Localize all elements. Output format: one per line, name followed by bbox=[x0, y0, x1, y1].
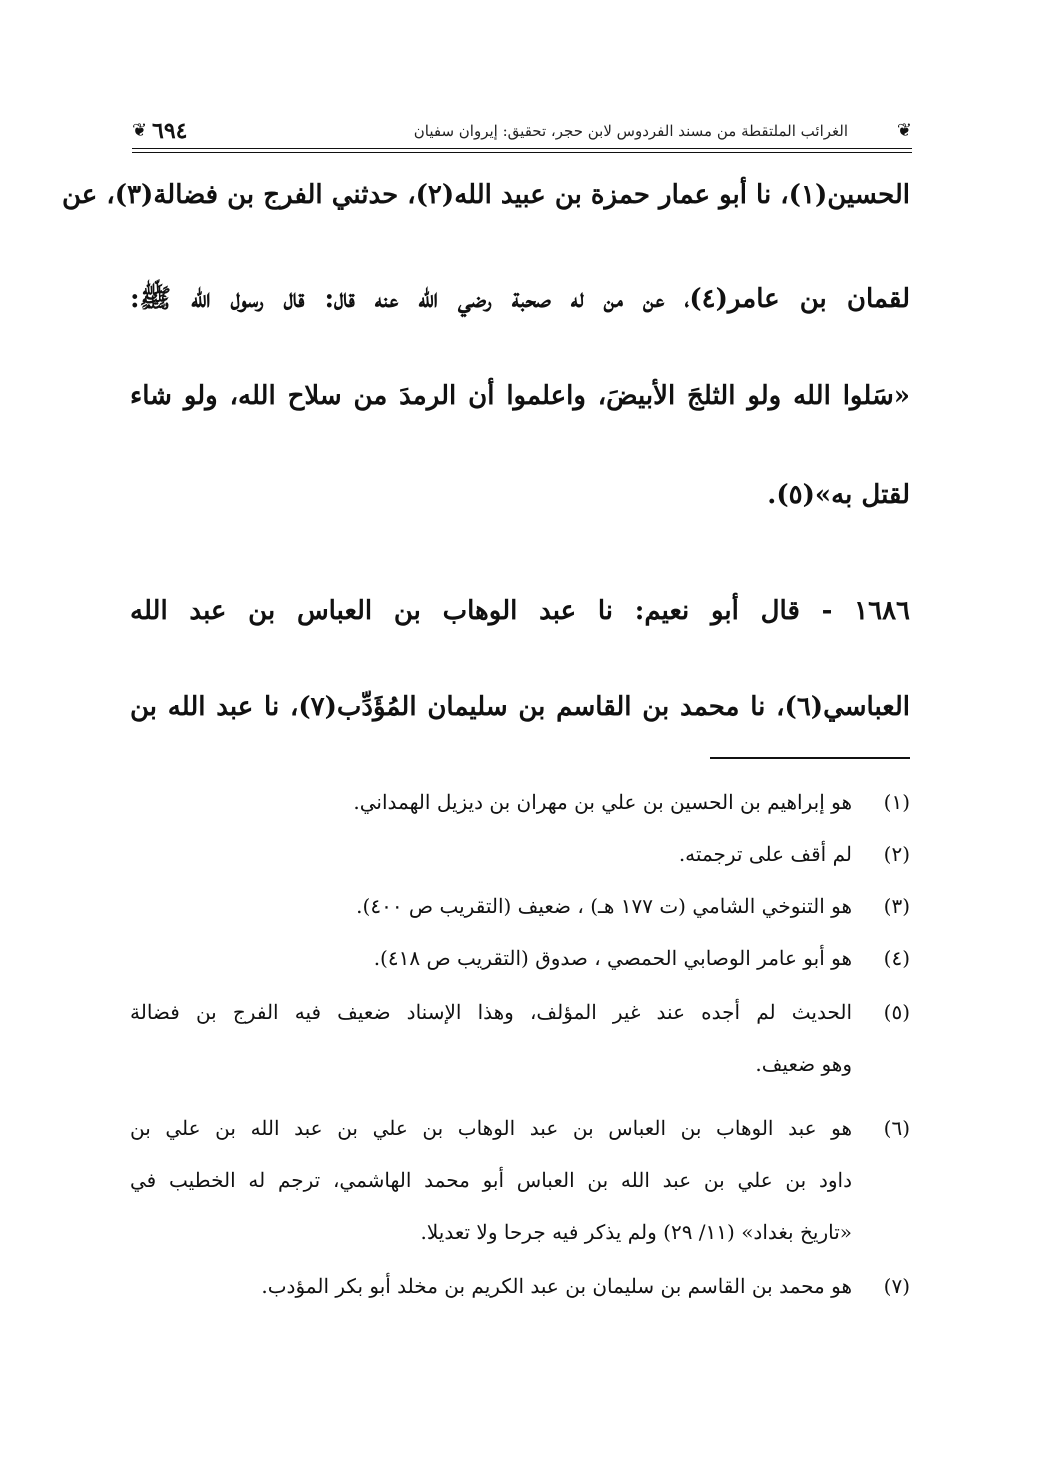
footnote-separator bbox=[710, 757, 910, 759]
footnote-number: (١) bbox=[883, 790, 910, 814]
footnote-number: (٧) bbox=[883, 1274, 910, 1298]
footnote-text: هو إبراهيم بن الحسين بن علي بن مهران بن ديزيل الهمداني. bbox=[353, 790, 852, 814]
body-line: الحسين(١)، نا أبو عمار حمزة بن عبيد الله(٢)، حدثني الفرج بن فضالة(٣)، عن bbox=[62, 180, 910, 210]
body-line: العباسي(٦)، نا محمد بن القاسم بن سليمان المُؤَدِّب(٧)، نا عبد الله بن bbox=[130, 692, 910, 722]
footnote-text: داود بن علي بن عبد الله بن العباس أبو محمد الهاشمي، ترجم له الخطيب في bbox=[130, 1168, 852, 1192]
footnote-text: «تاريخ بغداد» (١١/ ٢٩) ولم يذكر فيه جرحا ولا تعديلا. bbox=[420, 1220, 852, 1244]
footnote-text: هو أبو عامر الوصابي الحمصي ، صدوق (التقريب ص ٤١٨). bbox=[373, 946, 852, 970]
footnote-text: هو التنوخي الشامي (ت ١٧٧ هـ) ، ضعيف (التقريب ص ٤٠٠). bbox=[356, 894, 852, 918]
floral-ornament-icon: ❦ bbox=[132, 120, 148, 141]
footnote-text: الحديث لم أجده عند غير المؤلف، وهذا الإسناد ضعيف فيه الفرج بن فضالة bbox=[130, 1000, 852, 1024]
footnote-number: (٢) bbox=[883, 842, 910, 866]
footnote-text: هو محمد بن القاسم بن سليمان بن عبد الكريم بن مخلد أبو بكر المؤدب. bbox=[261, 1274, 852, 1298]
hadith-text-line: لقتل به»(٥). bbox=[767, 480, 910, 510]
footnote-number: (٦) bbox=[883, 1116, 910, 1140]
hadith-text-line: «سَلوا الله ولو الثلجَ الأبيضَ، واعلموا أن الرمدَ من سلاح الله، ولو شاء bbox=[130, 381, 910, 411]
footnote-text: وهو ضعيف. bbox=[755, 1052, 852, 1076]
footnote-text: لم أقف على ترجمته. bbox=[678, 842, 852, 866]
body-line: ١٦٨٦ - قال أبو نعيم: نا عبد الوهاب بن العباس بن عبد الله bbox=[130, 596, 910, 626]
footnote-number: (٥) bbox=[883, 1000, 910, 1024]
body-line: لقمان بن عامر(٤)، عن من له صحبة رضي الله عنه قال: قال رسول الله ﷺ: bbox=[130, 284, 910, 314]
header-rule bbox=[132, 148, 912, 153]
footnote-number: (٣) bbox=[883, 894, 910, 918]
footnote-text: هو عبد الوهاب بن العباس بن عبد الوهاب بن علي بن عبد الله بن علي بن bbox=[130, 1116, 852, 1140]
floral-ornament-icon: ❦ bbox=[896, 120, 912, 141]
running-header bbox=[132, 118, 912, 154]
page-number: ٦٩٤ bbox=[152, 118, 188, 144]
header-title: الغرائب الملتقطة من مسند الفردوس لابن حجر، تحقيق: إيروان سفيان bbox=[413, 122, 848, 140]
footnote-number: (٤) bbox=[883, 946, 910, 970]
